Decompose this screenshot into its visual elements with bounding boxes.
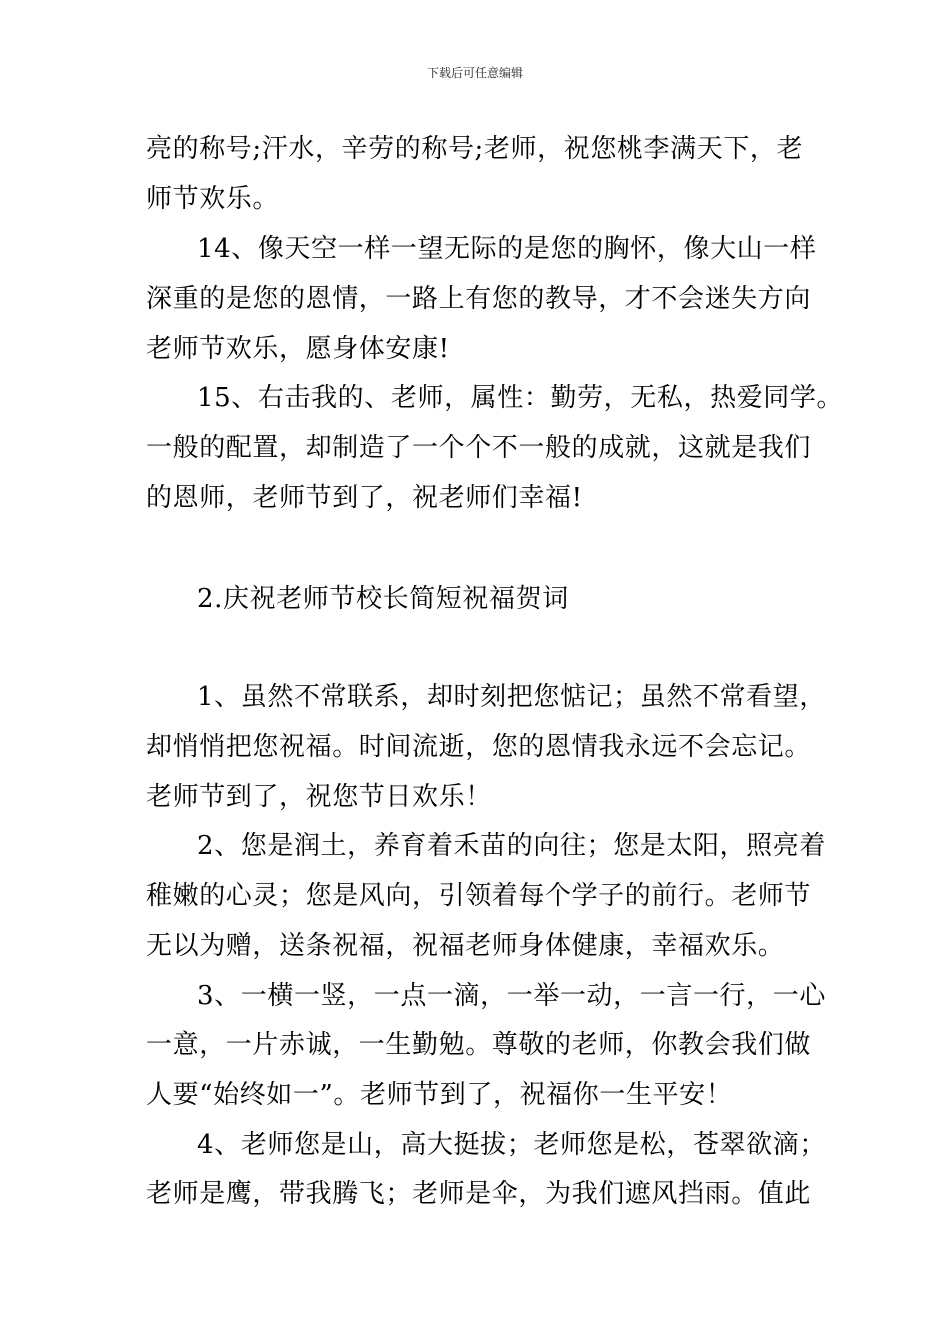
text-line: 老师节到了，祝您节日欢乐！	[146, 782, 492, 812]
text-line: 深重的是您的恩情，一路上有您的教导，才不会迷失方向	[146, 284, 812, 314]
text-line: 无以为赠，送条祝福，祝福老师身体健康，幸福欢乐。	[146, 931, 785, 961]
paragraph-15-start: 15、右击我的、老师，属性：勤劳，无私，热爱同学。	[197, 383, 844, 413]
text-line: 师节欢乐。	[146, 184, 280, 214]
text-line: 老师节欢乐，愿身体安康!	[146, 334, 450, 364]
paragraph-4-start: 4、老师您是山，高大挺拔；老师您是松，苍翠欲滴；	[197, 1130, 826, 1160]
paragraph-14-start: 14、像天空一样一望无际的是您的胸怀，像大山一样	[197, 234, 817, 264]
text-line: 老师是鹰，带我腾飞；老师是伞，为我们遮风挡雨。值此	[146, 1179, 812, 1209]
text-line: 稚嫩的心灵；您是风向，引领着每个学子的前行。老师节	[146, 881, 812, 911]
paragraph-1-start: 1、虽然不常联系，却时刻把您惦记；虽然不常看望，	[197, 682, 826, 712]
paragraph-2-start: 2、您是润土，养育着禾苗的向往；您是太阳，照亮着	[197, 831, 826, 861]
text-line: 的恩师，老师节到了，祝老师们幸福!	[146, 483, 583, 513]
section-heading: 2.庆祝老师节校长简短祝福贺词	[197, 584, 569, 614]
page-header: 下载后可任意编辑	[426, 66, 523, 80]
paragraph-3-start: 3、一横一竖，一点一滴，一举一动，一言一行，一心	[197, 981, 826, 1011]
text-line: 人要“始终如一”。老师节到了，祝福你一生平安！	[146, 1080, 733, 1110]
text-line: 一意，一片赤诚，一生勤勉。尊敬的老师，你教会我们做	[146, 1030, 812, 1060]
text-line: 却悄悄把您祝福。时间流逝，您的恩情我永远不会忘记。	[146, 732, 812, 762]
text-line: 一般的配置，却制造了一个个不一般的成就，这就是我们	[146, 433, 812, 463]
text-line: 亮的称号;汗水，辛劳的称号;老师，祝您桃李满天下，老	[146, 134, 804, 164]
